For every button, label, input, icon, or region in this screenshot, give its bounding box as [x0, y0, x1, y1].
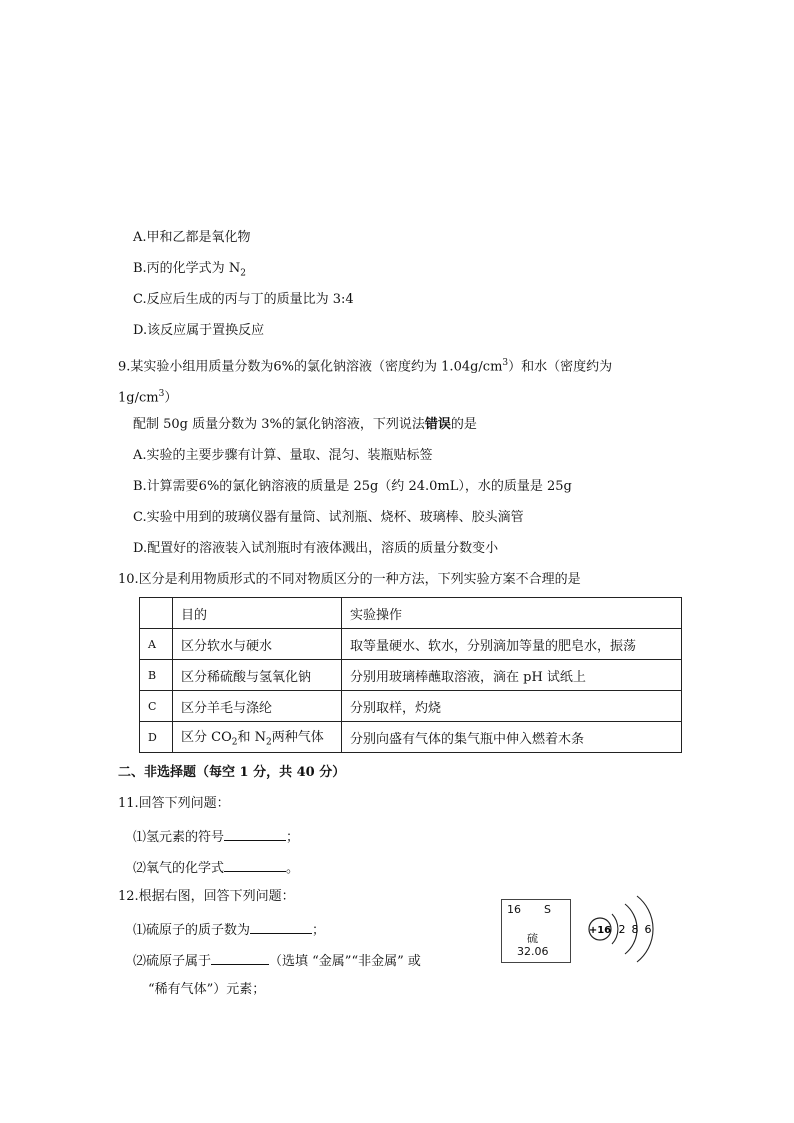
q8-option-d: D.该反应属于置换反应	[133, 323, 265, 338]
q11-part1: ⑴氢元素的符号 ；	[133, 826, 299, 847]
answer-blank[interactable]	[211, 950, 269, 965]
answer-blank[interactable]	[224, 826, 286, 841]
q10-stem: 10.区分是利用物质形式的不同对物质区分的一种方法，下列实验方案不合理的是	[118, 572, 581, 587]
q12-part2-cont: “稀有气体”）元素；	[148, 982, 266, 997]
table-header-cell	[140, 598, 173, 629]
q9-option-a: A.实验的主要步骤有计算、量取、混匀、装瓶贴标签	[133, 448, 433, 463]
table-row	[140, 722, 682, 753]
row-label: B	[140, 660, 173, 691]
row-operation: 取等量硬水、软水，分别滴加等量的肥皂水，振荡	[342, 629, 682, 660]
element-name: 硫	[527, 932, 538, 945]
q8-option-b: B.丙的化学式为 $N_2$	[133, 261, 246, 279]
section-title: 二、非选择题（每空 1 分，共 40 分）	[118, 765, 346, 780]
q12-part1: ⑴硫原子的质子数为 ；	[133, 919, 325, 940]
row-purpose: 区分稀硫酸与氢氧化钠	[173, 660, 342, 691]
q11-part2: ⑵氧气的化学式 。	[133, 857, 299, 878]
atomic-mass: 32.06	[517, 945, 549, 958]
table-header-cell: 实验操作	[342, 598, 682, 629]
atomic-number: 16	[507, 903, 521, 916]
shell-electrons-2: 8	[631, 923, 639, 936]
row-purpose: 区分 $CO_2$和 $N_2$两种气体	[173, 722, 342, 753]
row-purpose: 区分羊毛与涤纶	[173, 691, 342, 722]
shell-electrons-3: 6	[644, 923, 652, 936]
q12-part2: ⑵硫原子属于 （选填 “金属”“非金属” 或	[133, 950, 421, 971]
row-label: A	[140, 629, 173, 660]
row-label: D	[140, 722, 173, 753]
element-card	[501, 899, 571, 963]
row-purpose: 区分软水与硬水	[173, 629, 342, 660]
shell-electrons-1: 2	[618, 923, 626, 936]
row-operation: 分别取样，灼烧	[342, 691, 682, 722]
q9-option-b: B.计算需要6%的氯化钠溶液的质量是 25g（约 24.0mL），水的质量是 25g	[133, 479, 572, 494]
answer-blank[interactable]	[224, 857, 286, 872]
q9-stem-line3: 配制 50g 质量分数为 3%的氯化钠溶液，下列说法错误的是	[133, 417, 477, 432]
q9-stem-line1: 9.某实验小组用质量分数为6%的氯化钠溶液（密度约为 $1.04g/cm^3$）和水（密度约为	[118, 358, 613, 375]
q9-option-c: C.实验中用到的玻璃仪器有量筒、试剂瓶、烧杯、玻璃棒、胶头滴管	[133, 510, 524, 525]
table-row	[140, 660, 682, 691]
table-row	[140, 629, 682, 660]
q11-stem: 11.回答下列问题：	[118, 796, 230, 811]
table-header-cell: 目的	[173, 598, 342, 629]
nucleus-charge: +16	[588, 925, 612, 936]
electron-shell-1	[612, 914, 618, 944]
q9-option-d: D.配置好的溶液装入试剂瓶时有液体溅出，溶质的质量分数变小	[133, 541, 499, 556]
q12-stem: 12.根据右图，回答下列问题：	[118, 889, 295, 904]
table-row	[140, 691, 682, 722]
row-operation: 分别用玻璃棒蘸取溶液，滴在 pH 试纸上	[342, 660, 682, 691]
q9-stem-line2: $1g/cm^3$）	[118, 389, 178, 406]
answer-blank[interactable]	[250, 919, 312, 934]
table-header-row	[140, 598, 682, 629]
row-label: C	[140, 691, 173, 722]
element-symbol: S	[544, 903, 551, 916]
q8-option-a: A.甲和乙都是氧化物	[133, 230, 251, 245]
row-operation: 分别向盛有气体的集气瓶中伸入燃着木条	[342, 722, 682, 753]
atom-structure-diagram	[585, 890, 665, 968]
q10-table	[139, 597, 682, 753]
q8-option-c: C.反应后生成的丙与丁的质量比为 3:4	[133, 292, 354, 307]
